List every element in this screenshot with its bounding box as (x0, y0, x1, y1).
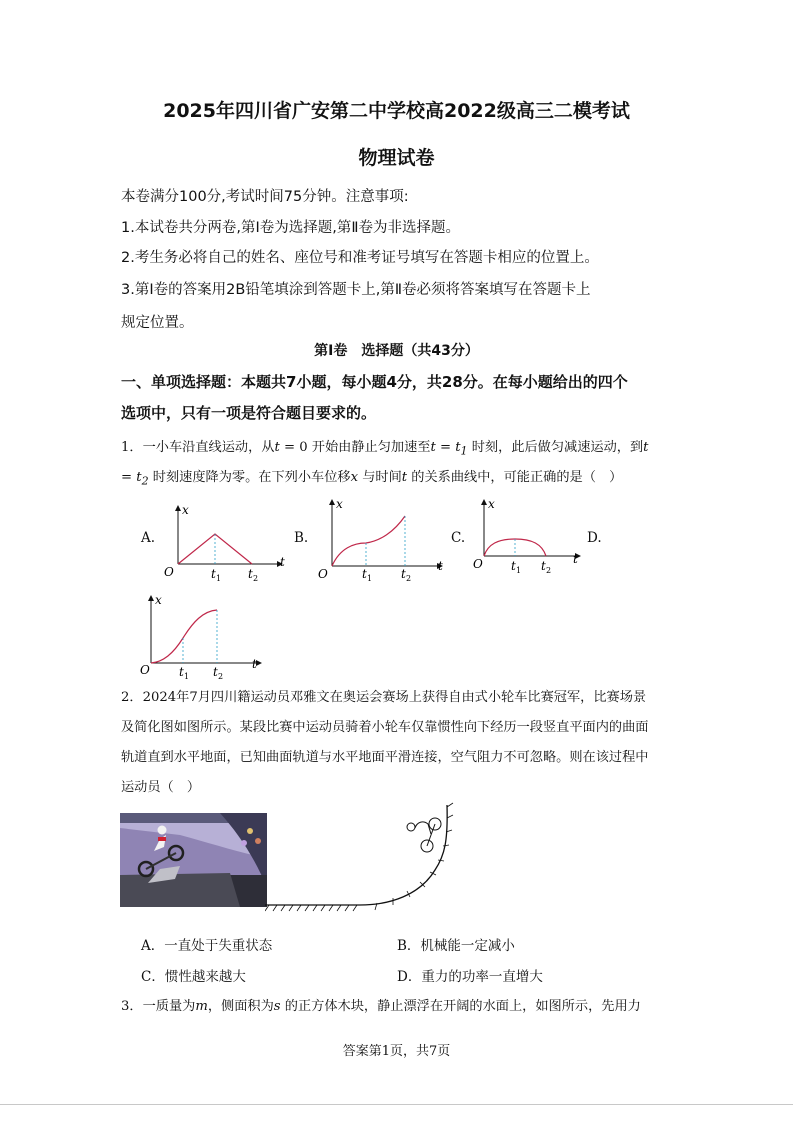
q3-line-0: 3．一质量为m，侧面积为s 的正方体木块，静止漂浮在开阔的水面上，如图所示，先用力 (121, 999, 641, 1014)
q2-line-1: 及简化图如图所示。某段比赛中运动员骑着小轮车仅靠惯性向下经历一段竖直平面内的曲面 (121, 720, 649, 735)
q1-option-c-label: C. (451, 530, 466, 546)
q2-option-d: D．重力的功率一直增大 (397, 969, 543, 985)
graph-a-label-x: x (182, 503, 189, 517)
q2-option-b: B．机械能一定减小 (397, 938, 515, 954)
q2-line-2: 轨道直到水平地面，已知曲面轨道与水平地面平滑连接，空气阻力不可忽略。则在该过程中 (121, 750, 649, 765)
q1-graph-a (160, 500, 290, 585)
q2-option-a: A．一直处于失重状态 (141, 938, 273, 954)
q1-graph-d (137, 590, 267, 682)
notice-line-1: 1.本试卷共分两卷,第Ⅰ卷为选择题,第Ⅱ卷为非选择题。 (121, 220, 460, 236)
graph-b-label-x: x (336, 497, 343, 511)
notice-line-4: 规定位置。 (121, 315, 194, 331)
q1-option-a-label: A. (141, 530, 156, 546)
q2-option-c: C．惯性越来越大 (141, 969, 246, 985)
graph-c-label-t1-sub: 1 (516, 566, 522, 575)
graph-b-label-t1-sub: 1 (367, 574, 373, 583)
ramp-track (265, 805, 447, 905)
graph-c-label-x: x (488, 497, 495, 511)
graph-a-label-t1-sub: 1 (216, 574, 222, 583)
graph-a-label-t: t (280, 555, 285, 569)
page-footer: 答案第1页，共7页 (342, 1044, 451, 1059)
q2-race-photo (120, 813, 267, 907)
bottom-rule (0, 1104, 793, 1105)
graph-d-curve (151, 610, 217, 663)
page-subtitle: 物理试卷 (358, 147, 435, 169)
graph-d-label-t1-sub: 1 (184, 672, 190, 681)
q2-ramp-diagram (265, 800, 465, 915)
graph-c-label-o: O (473, 557, 483, 571)
graph-a-label-t2-sub: 2 (253, 574, 259, 583)
graph-b-label-t: t (438, 559, 443, 573)
graph-b-curve (332, 516, 405, 566)
page-title: 2025年四川省广安第二中学校高2022级高三二模考试 (163, 100, 630, 122)
graph-d-label-x: x (155, 593, 162, 607)
notice-line-3: 3.第Ⅰ卷的答案用2B铅笔填涂到答题卡上,第Ⅱ卷必须将答案填写在答题卡上 (121, 282, 591, 298)
graph-c-label-t2: t (541, 559, 546, 573)
graph-c-label-t2-sub: 2 (546, 566, 552, 575)
graph-d-label-t: t (252, 657, 257, 671)
part-heading-line1: 一、单项选择题：本题共7小题，每小题4分，共28分。在每小题给出的四个 (121, 373, 628, 391)
notice-line-2: 2.考生务必将自己的姓名、座位号和准考证号填写在答题卡相应的位置上。 (121, 250, 599, 266)
graph-b-label-t1: t (362, 567, 367, 581)
part-heading-line2: 选项中，只有一项是符合题目要求的。 (121, 404, 377, 422)
graph-b-label-t2: t (401, 567, 406, 581)
q1-line2: = $t_2$ 时刻速度降为零。在下列小车位移x 与时间t 的关系曲线中，可能正确的是（ ） (121, 470, 623, 488)
q1-option-b-label: B. (294, 530, 309, 546)
q2-line-3: 运动员（ ） (121, 780, 201, 795)
q1-graph-b (314, 494, 449, 584)
graph-d-label-o: O (140, 663, 150, 677)
notice-line-0: 本卷满分100分,考试时间75分钟。注意事项: (121, 189, 409, 205)
graph-d-label-t1: t (179, 665, 184, 679)
ramp-hatching (265, 803, 453, 911)
graph-a-label-t1: t (211, 567, 216, 581)
graph-a-label-o: O (164, 565, 174, 579)
q1-graph-c (470, 494, 585, 579)
section-title: 第Ⅰ卷 选择题（共43分） (314, 343, 479, 359)
graph-d-label-t2-sub: 2 (218, 672, 224, 681)
q1-line1: 1．一小车沿直线运动，从t = 0 开始由静止匀加速至$t = t_1$ 时刻，此后做匀减速运动，到t (121, 440, 649, 458)
graph-c-label-t: t (573, 552, 578, 566)
graph-b-label-t2-sub: 2 (406, 574, 412, 583)
graph-c-label-t1: t (511, 559, 516, 573)
graph-d-label-t2: t (213, 665, 218, 679)
graph-b-label-o: O (318, 567, 328, 581)
graph-a-label-t2: t (248, 567, 253, 581)
ramp-rider (407, 818, 441, 852)
q2-line-0: 2．2024年7月四川籍运动员邓雅文在奥运会赛场上获得自由式小轮车比赛冠军，比赛场景 (121, 690, 647, 705)
q1-option-d-label: D. (587, 530, 602, 546)
